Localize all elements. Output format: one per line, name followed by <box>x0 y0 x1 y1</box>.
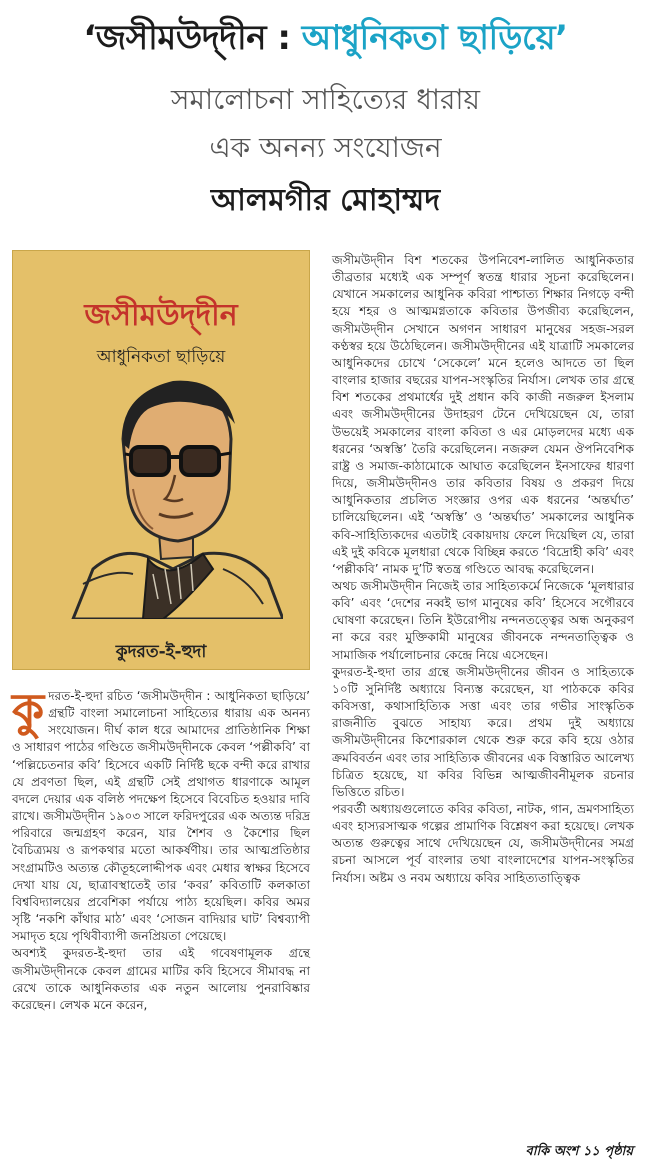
article-paragraph: পরবর্তী অধ্যায়গুলোতে কবির কবিতা, নাটক, গান, ভ্রমণসাহিত্য এবং হাস্যরসাত্মক গল্পের প্রামাণিক বিশ্লেষণ করা হয়েছে। লেখক অত্যন্ত গুরুত্বের সাথে দেখিয়েছেন যে, জসীমউদ্‌দীনের সমগ্র রচনা আসলে পূর্ব বাংলার তথা বাংলাদেশের যাপন-সংস্কৃতির নির্যাস। অষ্টম ও নবম অধ্যায়ে কবির সাহিত্যতাত্ত্বিক <box>332 802 634 885</box>
article-left-column <box>12 683 311 1014</box>
book-cover-title: জসীমউদ্‌দীন <box>84 298 238 333</box>
article-paragraph: অবশ্যই কুদরত-ই-হুদা তার এই গবেষণামূলক গ্রন্থে জসীমউদ্‌দীনকে কেবল গ্রামের মাটির কবি হিসেবে সীমাবদ্ধ না রেখে তাকে আধুনিকতার এক নতুন আলোয় পুনরাবিষ্কার করেছেন। লেখক মনে করেন, <box>12 946 310 1012</box>
headline-title-name: ‘জসীমউদ্‌দীন : <box>83 18 302 58</box>
continued-on-page-note: বাকি অংশ ১১ পৃষ্ঠায় <box>525 1144 633 1159</box>
book-cover-subtitle: আধুনিকতা ছাড়িয়ে <box>96 347 226 367</box>
article-paragraph <box>12 683 311 945</box>
article-paragraph: অথচ জসীমউদ্‌দীন নিজেই তার সাহিত্যকর্মে নিজেকে ‘মূলধারার কবি’ এবং ‘দেশের নব্বই ভাগ মানুষের কবি’ হিসেবে সগৌরবে ঘোষণা করেছেন। তিনি ইউরোপীয় নন্দনতত্ত্বের অন্ধ অনুকরণ না করে বরং মুক্তিকামী মানুষের জীবনকে নন্দনতাত্ত্বিক ও সামাজিক পর্যালোচনার কেন্দ্রে নিয়ে এসেছেন। <box>332 578 634 662</box>
book-cover-author: কুদরত-ই-হুদা <box>115 642 207 662</box>
article-paragraph: কুদরত-ই-হুদা তার গ্রন্থে জসীমউদ্‌দীনের জীবন ও সাহিত্যকে ১০টি সুনির্দিষ্ট অধ্যায়ে বিন্যস্ত করেছেন, যা পাঠককে কবির কবিসত্তা, কথাসাহিত্যিক সত্তা এবং তার গভীর সাংস্কৃতিক রাজনীতি বুঝতে সাহায্য করে। প্রথম দুই অধ্যায়ে জসীমউদ্‌দীনের কিশোরকাল থেকে শুরু করে কবি হয়ে ওঠার ক্রমবিবর্তন এবং তার সাহিত্যিক জীবনের এক বিস্তারিত আলেখ্য চিত্রিত হয়েছে, যা কবির বিভিন্ন আত্মজীবনীমূলক রচনার ভিত্তিতে রচিত। <box>332 664 634 799</box>
headline-subtitle-line1: সমালোচনা সাহিত্যের ধারায় <box>170 83 481 116</box>
article-author-byline: আলমগীর মোহাম্মদ <box>210 183 441 218</box>
article-text: দরত-ই-হুদা রচিত ‘জসীমউদ্‌দীন : আধুনিকতা ছাড়িয়ে’ গ্রন্থটি বাংলা সমালোচনা সাহিত্যের ধারায় এক অনন্য সংযোজন। দীর্ঘ কাল ধরে আমাদের প্রাতিষ্ঠানিক শিক্ষা ও সাধারণ পাঠের গণ্ডিতে জসীমউদ্‌দীনকে কেবল ‘পল্লীকবি’ বা ‘পল্লিচেতনার কবি’ হিসেবে একটি নির্দিষ্ট ছকে বন্দী করে রাখার যে প্রবণতা ছিল, এই গ্রন্থটি সেই প্রথাগত ধারণাকে আমূল বদলে দেয়ার এক বলিষ্ঠ পদক্ষেপ হিসেবে বিবেচিত হওয়ার দাবি রাখে। জসীমউদ্‌দীন ১৯০৩ সালে ফরিদপুরের এক অত্যন্ত দরিদ্র পরিবারে জন্মগ্রহণ করেন, যার শৈশব ও কৈশোর ছিল বৈচিত্র্যময় ও রূপকথার মতো আকর্ষণীয়। তার আত্মপ্রতিষ্ঠার সংগ্রামটিও অত্যন্ত কৌতূহলোদ্দীপক এবং মেধার স্বাক্ষর হিসেবে দেখা যায় যে, ছাত্রাবস্থাতেই তার ‘কবর’ কবিতাটি কলকাতা বিশ্ববিদ্যালয়ের প্রবেশিকা পর্যায়ে পাঠ্য হয়েছিল। কবির অমর সৃষ্টি ‘নকশি কাঁথার মাঠ’ এবং ‘সোজন বাদিয়ার ঘাট’ বিশ্বব্যাপী সমাদৃত হয়ে পৃথিবীব্যাপী জনপ্রিয়তা পেয়েছে। <box>12 689 311 944</box>
headline-title-book: আধুনিকতা ছাড়িয়ে’ <box>301 18 568 58</box>
headline-title <box>0 12 651 69</box>
book-cover-image <box>12 250 310 670</box>
portrait-illustration <box>53 369 283 619</box>
drop-cap: কু <box>12 683 45 737</box>
article-paragraph: জসীমউদ্‌দীন বিশ শতকের উপনিবেশ-লালিত আধুনিকতার তীব্রতার মধ্যেই এক সম্পূর্ণ স্বতন্ত্র ধারার সূচনা করেছিলেন। যেখানে সমকালের আধুনিক কবিরা পাশ্চাত্য শিক্ষার নিগড়ে বন্দী হয়ে শহর ও আত্মমগ্নতাকে কবিতার উপজীব্য করেছিলেন, জসীমউদ্‌দীন সেখানে অগণন সাধারণ মানুষের সহজ-সরল কণ্ঠস্বর হয়ে উঠেছিলেন। জসীমউদ্‌দীনের এই যাত্রাটি সমকালের আধুনিকদের চোখে ‘সেকেলে’ মনে হলেও আদতে তা ছিল বাংলার হাজার বছরের যাপন-সংস্কৃতির নির্যাস। লেখক তার গ্রন্থে বিশ শতকের প্রথমার্ধের দুই প্রধান কবি কাজী নজরুল ইসলাম এবং জসীমউদ্‌দীনের উদাহরণ টেনে দেখিয়েছেন যে, তারা উভয়েই সমকালের বাংলা কবিতা ও এর মোড়লদের মধ্যে এক ধরনের ‘অস্বস্তি’ তৈরি করেছিলেন। নজরুল যেমন ঔপনিবেশিক রাষ্ট্র ও সমাজ-কাঠামোকে আঘাত করেছিলেন ইনসাফের ধারণা দিয়ে, জসীমউদ্‌দীনও তার কবিতার বিষয় ও প্রকরণ দিয়ে আধুনিকতার প্রচলিত সংজ্ঞার ওপর এক ধরনের ‘অন্তর্ঘাত’ চালিয়েছিলেন। এই ‘অস্বস্তি’ ও ‘অন্তর্ঘাত’ সমকালের আধুনিক কবি-সাহিত্যিকদের এতটাই বেকায়দায় ফেলে দিয়েছিল যে, তারা এই দুই কবিকে মূলধারা থেকে বিচ্ছিন্ন করতে ‘বিদ্রোহী কবি’ এবং ‘পল্লীকবি’ নামক দু’টি স্বতন্ত্র গণ্ডিতে আবদ্ধ করেছিলেন। <box>332 253 634 576</box>
headline-subtitle-line2: এক অনন্য সংযোজন <box>209 131 442 164</box>
article-right-column <box>332 252 634 887</box>
